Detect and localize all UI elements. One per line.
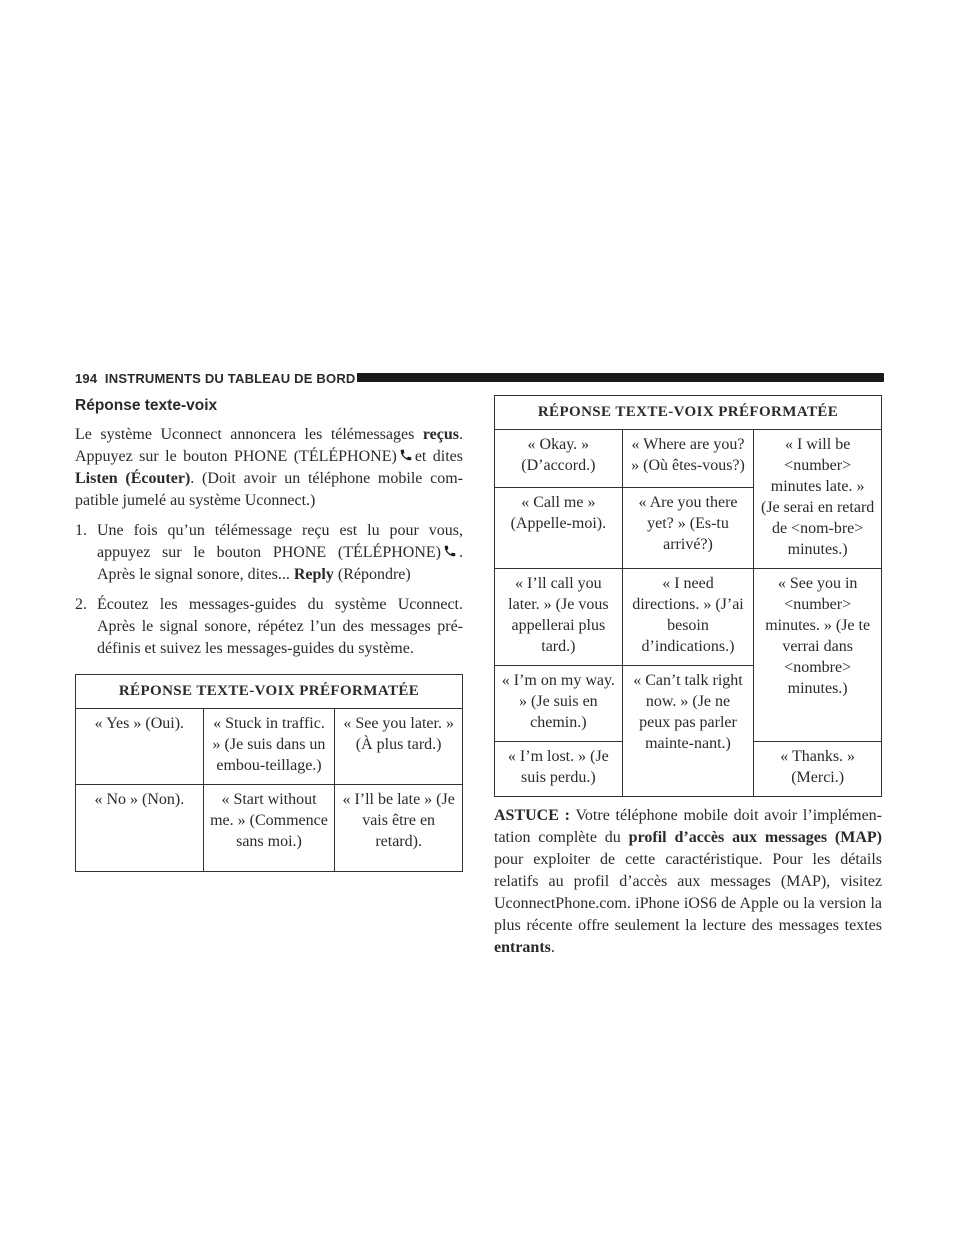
table-cell: « Call me » (Appelle-moi). xyxy=(495,488,623,569)
phone-icon xyxy=(399,448,413,462)
table-cell: « I’ll call you later. » (Je vous appellerai plus tard.) xyxy=(495,569,623,666)
step-2: 2. Écoutez les messages-guides du système Uconnect. Après le signal sonore, répétez l’un des messages pré-définis et suivez les messages-guides du système. xyxy=(75,596,463,657)
table-title: RÉPONSE TEXTE-VOIX PRÉFORMATÉE xyxy=(76,675,463,709)
left-column xyxy=(75,396,463,872)
intro-paragraph: Le système Uconnect annoncera les télémessages reçus. Appuyez sur le bouton PHONE (TÉLÉPHONE) et dites Listen (Écouter). (Doit avoir un téléphone mobile com-patible jumelé au système Uconnect.) xyxy=(75,426,464,509)
header-rule xyxy=(357,373,884,382)
table-cell: « Where are you? » (Où êtes-vous?) xyxy=(622,430,754,488)
preset-replies-table-1 xyxy=(75,674,463,872)
preset-replies-table-2 xyxy=(494,395,882,797)
table-cell: « I’m on my way. » (Je suis en chemin.) xyxy=(495,666,623,742)
page-header xyxy=(75,368,884,390)
table-cell: « I’m lost. » (Je suis perdu.) xyxy=(495,742,623,797)
table-cell: « I will be <number> minutes late. » (Je serai en retard de <nom-bre> minutes.) xyxy=(754,430,882,569)
table-cell: « Can’t talk right now. » (Je ne peux pas parler mainte-nant.) xyxy=(622,666,754,797)
section-heading: Réponse texte-voix xyxy=(75,397,218,414)
phone-icon xyxy=(443,544,457,558)
right-column xyxy=(494,395,882,959)
table-row: « No » (Non). « Start without me. » (Commence sans moi.) « I’ll be late » (Je vais être en retard). xyxy=(76,785,463,872)
tip-paragraph: ASTUCE : Votre téléphone mobile doit avoir l’implémen-tation complète du profil d’accès aux messages (MAP) pour exploiter de cette caractéristique. Pour les détails relatifs au profil d’accès aux messages (MAP), visitez UconnectPhone.com. iPhone iOS6 de Apple ou la version la plus récente offre seulement la lecture des messages textes entrants. xyxy=(494,807,883,956)
table-cell: « I need directions. » (J’ai besoin d’indications.) xyxy=(622,569,754,666)
table-title: RÉPONSE TEXTE-VOIX PRÉFORMATÉE xyxy=(495,396,882,430)
table-cell: « See you in <number> minutes. » (Je te verrai dans <nombre> minutes.) xyxy=(754,569,882,742)
table-cell: « Thanks. » (Merci.) xyxy=(754,742,882,797)
table-cell: « Okay. » (D’accord.) xyxy=(495,430,623,488)
step-1: 1. Une fois qu’un télémessage reçu est lu pour vous, appuyez sur le bouton PHONE (TÉLÉPHONE) . Après le signal sonore, dites... Reply (Répondre) xyxy=(75,522,463,583)
page-header-text: 194 INSTRUMENTS DU TABLEAU DE BORD xyxy=(75,371,356,386)
table-cell: « Are you there yet? » (Es-tu arrivé?) xyxy=(622,488,754,569)
table-row: « Yes » (Oui). « Stuck in traffic. » (Je suis dans un embou-teillage.) « See you later. » (À plus tard.) xyxy=(76,709,463,785)
